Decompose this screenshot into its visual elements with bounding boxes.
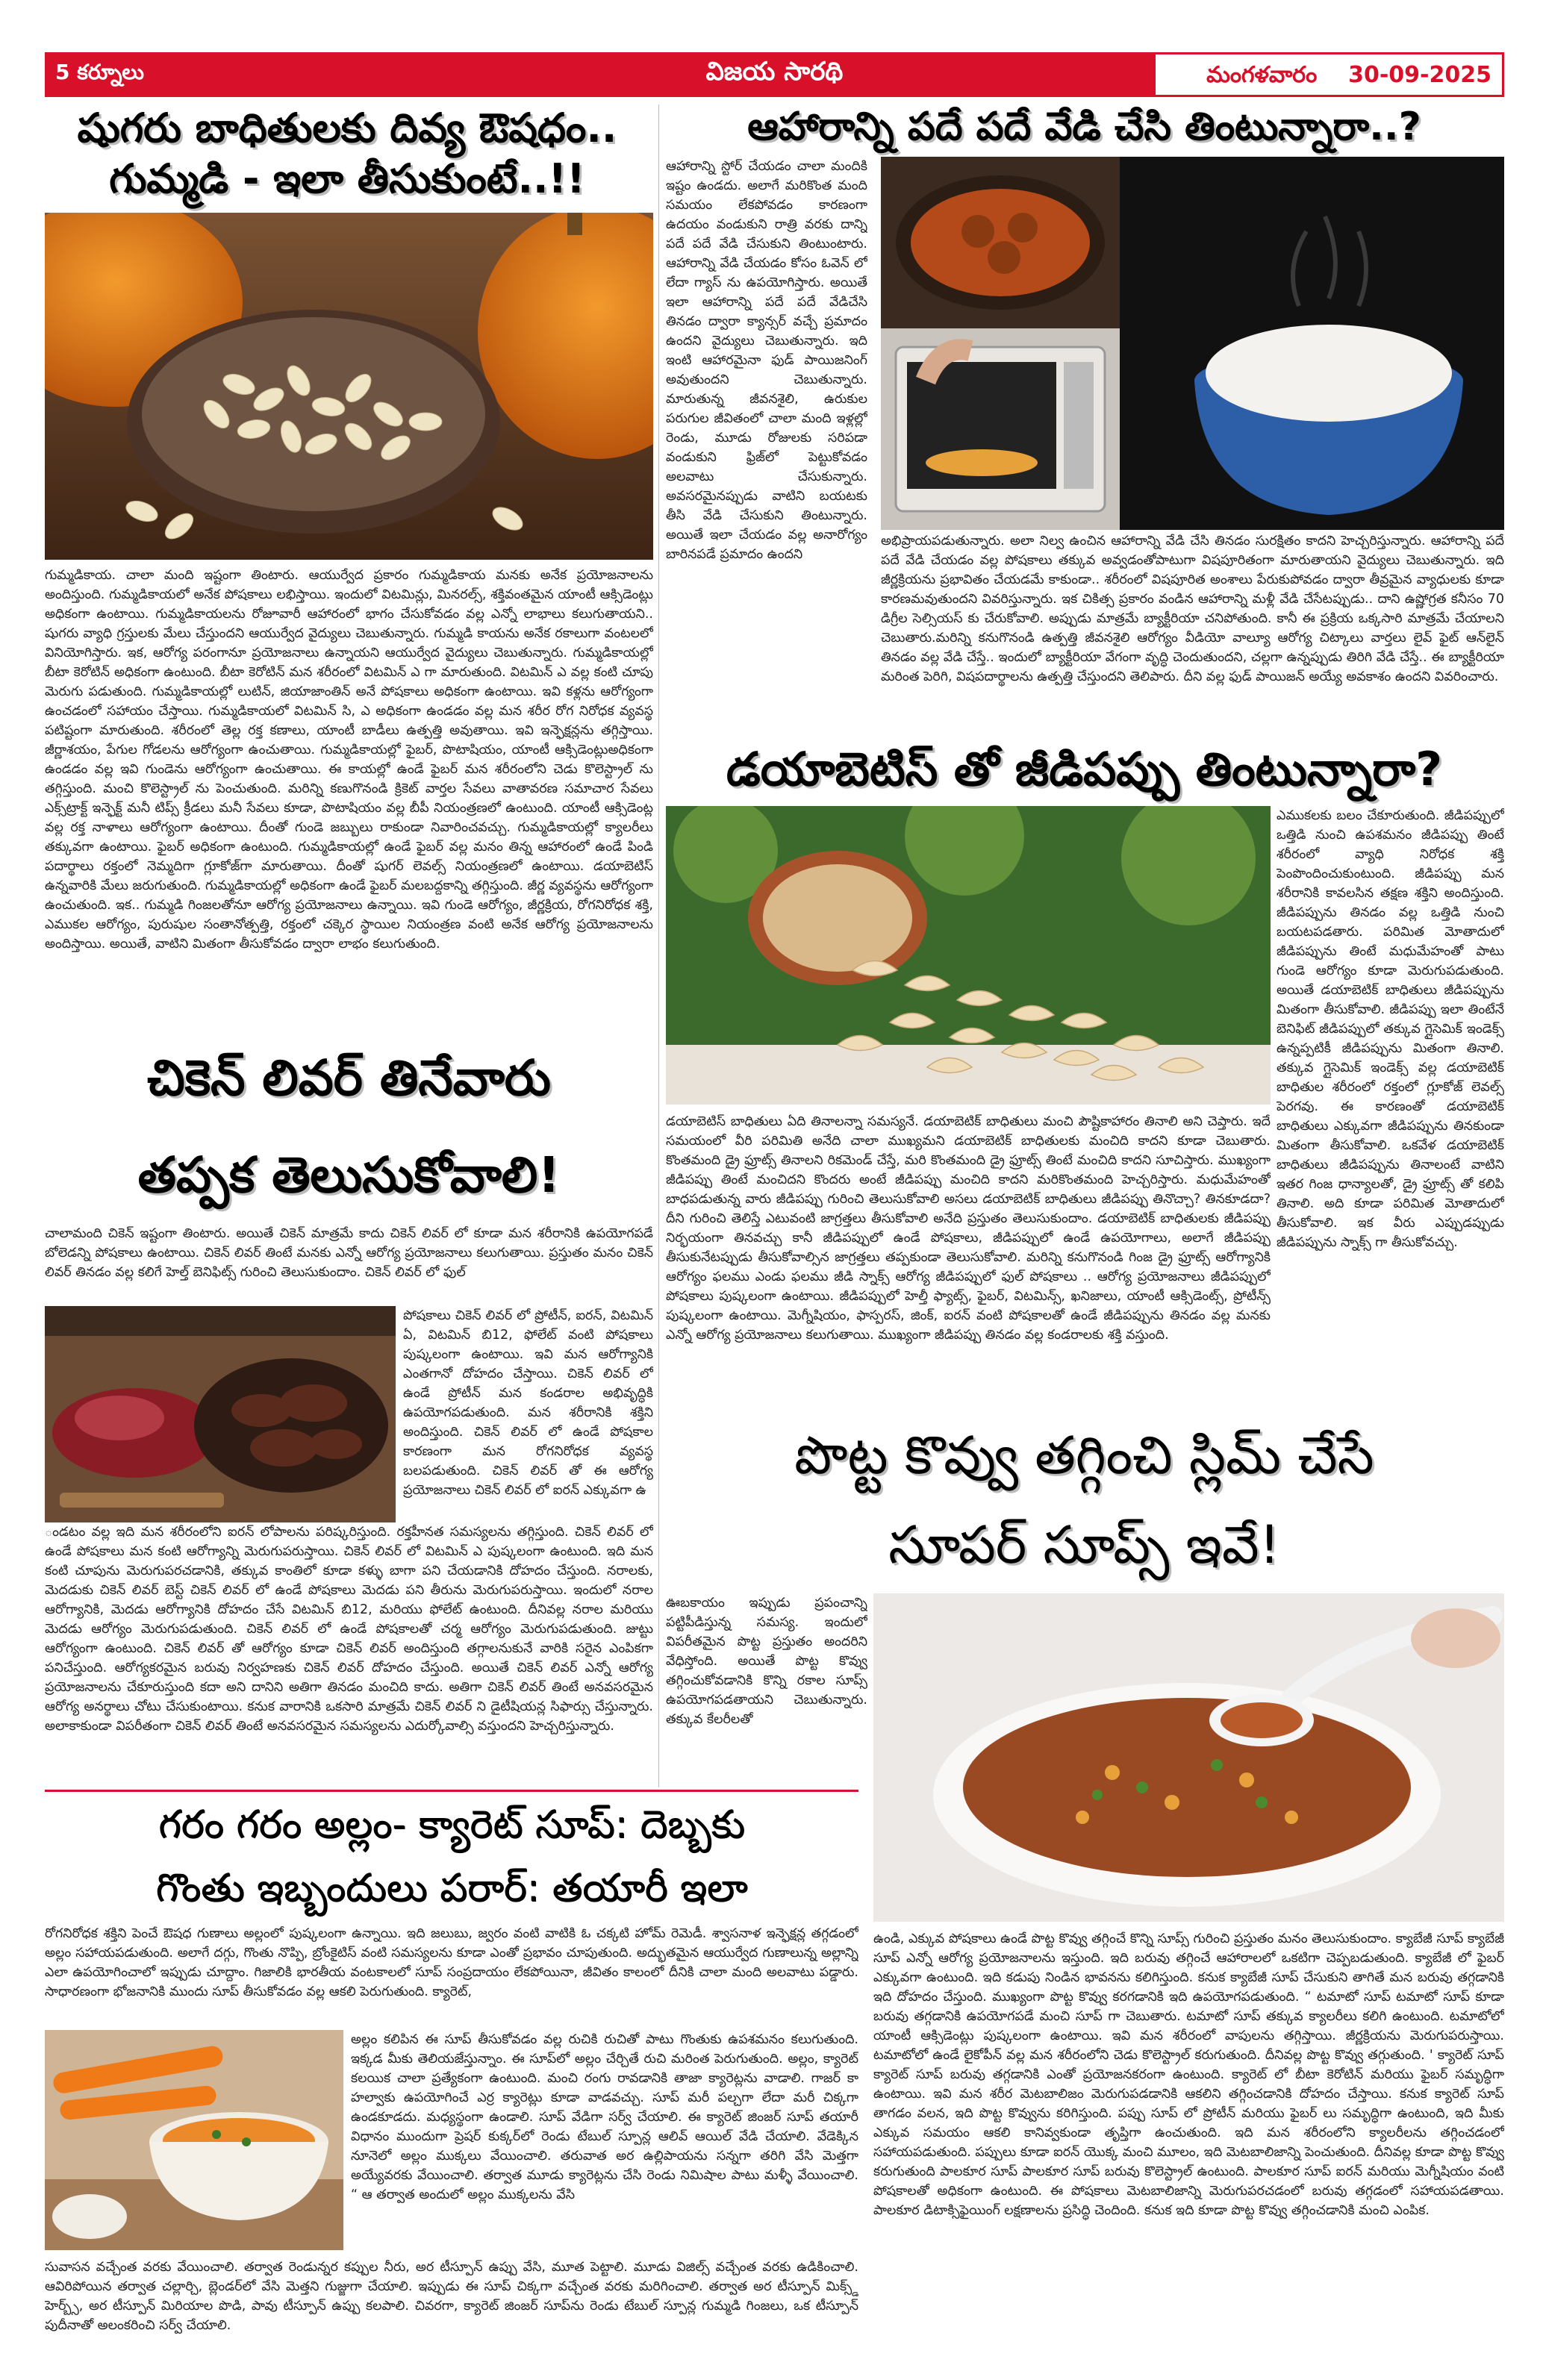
reheating-headline: ఆహారాన్ని పదే పదే వేడి చేసి తింటున్నారా..?	[747, 104, 1421, 149]
cashew-headline: డయాబెటిస్ తో జీడిపప్పు తింటున్నారా?	[726, 742, 1443, 796]
ginger-body-side: అల్లం కలిపిన ఈ సూప్ తీసుకోవడం వల్ల రుచికి రుచితో పాటు గొంతుకు ఉపశమనం కలుగుతుంది. ఇక్కడ మీకు తెలియజేస్తున్నాం. ఈ సూప్‌లో అల్లం చేర్చితే రుచి మరింత పెరుగుతుంది. అల్లం, క్యారెట్ కలయిక చాలా ప్రత్యేకంగా ఉంటుంది. మంచి రంగు రావడానికి తాజా క్యారెట్లను వాడాలి. గాజర్ కా హల్వాకు ఉపయోగించే ఎర్ర క్యారెట్లు కూడా వాడవచ్చు. సూప్ మరీ పల్చగా లేదా మరీ చిక్కగా ఉండకూడదు. మధ్యస్థంగా ఉండాలి. సూప్ వేడిగా సర్వ్ చేయాలి. ఈ క్యారెట్ జింజర్ సూప్ తయారీ విధానం ముందుగా ప్రెషర్ కుక్కర్‌లో రెండు టేబుల్ స్పూన్ల ఆలివ్ ఆయిల్ వేడి చేయాలి. వేడెక్కిన నూనెలో అల్లం ముక్కలు వేయించాలి. తరువాత అర ఉల్లిపాయను సన్నగా తరిగి వేసి మెత్తగా అయ్యేవరకు వేయించాలి. తర్వాత మూడు క్యారెట్లను చేసి రెండు నిమిషాల పాటు మళ్ళీ వేయించాలి. “ ఆ తర్వాత అందులో అల్లం ముక్కలను వేసి	[351, 2032, 858, 2202]
pumpkin-headline-line-1: షుగరు బాధితులకు దివ్య ఔషధం..	[77, 104, 617, 152]
soups-headline-line-1: పొట్ట కొవ్వు తగ్గించి స్లిమ్ చేసే	[794, 1425, 1374, 1486]
soups-body-column: ఊబకాయం ఇప్పుడు ప్రపంచాన్ని పట్టిపీడిస్తున్న సమస్య. ఇందులో విపరీతమైన పొట్ట ప్రస్తుతం అందరిని వేధిస్తోంది. అయితే పొట్ట కొవ్వు తగ్గించుకోవడానికి కొన్ని రకాల సూప్స్ ఉపయోగపడతాయని చెబుతున్నారు. తక్కువ కేలరీలతో	[666, 1596, 867, 1727]
masthead	[45, 52, 1504, 97]
ginger-body-bottom: సువాసన వచ్చేంత వరకు వేయించాలి. తర్వాత రెండున్నర కప్పుల నీరు, అర టీస్పూన్ ఉప్పు వేసి, మూత పెట్టాలి. మూడు విజిల్స్ వచ్చేంత వరకు ఉడికించాలి. ఆవిరిపోయిన తర్వాత చల్లార్చి, బ్లెండర్‌లో వేసి మెత్తని గుజ్జుగా చేయాలి. ఇప్పుడు ఈ సూప్ చిక్కగా వచ్చేంత వరకు మరిగించాలి. తర్వాత అర టీస్పూన్ మిక్స్డ్ హెర్బ్స్, అర టీస్పూన్ మిరియాల పొడి, పావు టీస్పూన్ ఉప్పు కలపాలి. చివరగా, క్యారెట్ జింజర్ సూప్‌ను రెండు టేబుల్ స్పూన్ల గుమ్మడి గింజలు, ఒక టీస్పూన్ పుదీనాతో అలంకరించి సర్వ్ చేయాలి.	[45, 2260, 858, 2333]
liver-headline-line-1: చికెన్ లివర్ తినేవారు	[147, 1049, 551, 1107]
date-label: 30-09-2025	[1348, 62, 1491, 88]
cashew-body-wide: డయాబెటిస్ బాధితులు ఏది తినాలన్నా సమస్యనే. డయాబెటిక్ బాధితులు మంచి పౌష్టికాహారం తినాలి అని చెప్తారు. ఇదే సమయంలో వీరి పరిమితి అనేది చాలా ముఖ్యమని డయాబెటిక్ బాధితులకు మంచిది కాదని కూడా చెబుతారు. కొంతమంది డ్రై ఫ్రూట్స్ తినాలని రికమెండ్ చేస్తే, మరి కొంతమంది డ్రై ఫ్రూట్స్ తింటే మంచిది కాదని సూచిస్తారు. ముఖ్యంగా జీడిపప్పు తింటే మంచిదని కొందరు అంటే జీడిపప్పు మంచిది కాదని మరికొంతమంది హెచ్చరిస్తారు. మధుమేహంతో బాధపడుతున్న వారు జీడిపప్పు గురించి తెలుసుకోవాలి అసలు డయాబెటిక్ బాధితులు జీడిపప్పు తినొచ్చా? తినకూడదా? దీని గురించి తెలిస్తే ఎటువంటి జాగ్రత్తలు తీసుకోవాలి అనేది ప్రస్తుతం తెలుసుకుందాం. డయాబెటిక్ బాధితులకు జీడిపప్పు నిర్భయంగా తినవచ్చు కానీ జీడిపప్పులో ఉండే పోషకాలు, జీడిపప్పులో ఉండే ఉపయోగాలు, అలాగే జీడిపప్పు తీసుకునేటప్పుడు తీసుకోవాల్సిన జాగ్రత్తలు తప్పకుండా తెలుసుకోవాలి. మరిన్ని కనుగొనండి గింజ డ్రై ఫ్రూట్స్ ఆరోగ్యానికి ఆరోగ్యం ఫలము ఎండు ఫలము జీడి స్నాక్స్ ఆరోగ్య జీడిపప్పులో ఫుల్ పోషకాలు .. ఆరోగ్య ప్రయోజనాలు జీడిపప్పులో పోషకాలు పుష్కలంగా ఉంటాయి. జీడిపప్పులో హెల్తీ ఫ్యాట్స్, ఫైబర్, విటమిన్స్, ఖనిజాలు, యాంటీ ఆక్సిడెంట్స్, ప్రోటీన్స్ పుష్కలంగా ఉంటాయి. మెగ్నీషియం, ఫాస్పరస్, జింక్, ఐరన్ వంటి పోషకాలతో ఉండే జీడిపప్పును తినడం వల్ల మనకు ఎన్నో ఆరోగ్య ప్రయోజనాలు కలుగుతాయి. ముఖ్యంగా జీడిపప్పు తినడం వల్ల కండరాలకు శక్తి వస్తుంది.	[666, 1114, 1271, 1343]
soup-bowl-image	[873, 1593, 1504, 1922]
cashew-image	[666, 806, 1271, 1105]
liver-headline-line-2: తప్పక తెలుసుకోవాలి!	[137, 1146, 561, 1204]
cashew-body-column: ఎముకలకు బలం చేకూరుతుంది. జీడిపప్పులో ఒత్తిడి నుంచి ఉపశమనం జీడిపప్పు తింటే శరీరంలో వ్యాధి నిరోధక శక్తి పెంపొందించుకుంటుంది. జీడిపప్పు మన శరీరానికి కావలసిన తక్షణ శక్తిని అందిస్తుంది. జీడిపప్పును తినడం వల్ల ఒత్తిడి నుంచి బయటపడతారు. పరిమిత మోతాదులో జీడిపప్పును తింటే మధుమేహంతో పాటు గుండె ఆరోగ్యం కూడా మెరుగుపడుతుంది. అయితే డయాబెటిక్ బాధితులు జీడిపప్పును మితంగా తీసుకోవాలి. జీడిపప్పు ఇలా తింటేనే బెనిఫిట్ జీడిపప్పులో తక్కువ గ్లైసెమిక్ ఇండెక్స్ ఉన్నప్పటికీ జీడిపప్పును మితంగా తినాలి. తక్కువ గ్లైసెమిక్ ఇండెక్స్ వల్ల డయాబెటిక్ బాధితుల శరీరంలో రక్తంలో గ్లూకోజ్ లెవల్స్ పెరగవు. ఈ కారణంతో డయాబెటిక్ బాధితులు ఎక్కువగా జీడిపప్పును తినకుండా మితంగా తీసుకోవాలి. ఒకవేళ డయాబెటిక్ బాధితులు జీడిపప్పును తినాలంటే వాటిని ఇతర గింజ ధాన్యాలతో, డ్రై ఫ్రూట్స్ తో కలిపి తినాలి. అది కూడా పరిమిత మోతాదులో తీసుకోవాలి. ఇక వీరు ఎప్పుడప్పుడు జీడిపప్పును స్నాక్స్ గా తీసుకోవచ్చు.	[1277, 808, 1504, 1250]
reheating-body-column: ఆహారాన్ని స్టోర్ చేయడం చాలా మందికి ఇష్టం ఉండదు. అలాగే మరికొంత మంది సమయం లేకపోవడం కారణంగా ఉదయం వండుకుని రాత్రి వరకు దాన్ని పదే పదే వేడి చేసుకుని తింటుంటారు. ఆహారాన్ని వేడి చేయడం కోసం ఓవెన్ లో లేదా గ్యాస్ ను ఉపయోగిస్తారు. అయితే ఇలా ఆహారాన్ని పదే పదే వేడిచేసి తినడం ద్వారా క్యాన్సర్ వచ్చే ప్రమాదం ఉందని వైద్యులు చెబుతున్నారు. ఇది ఇంటి ఆహారమైనా ఫుడ్ పాయిజనింగ్ అవుతుందని చెబుతున్నారు. మారుతున్న జీవనశైలి, ఉరుకుల పరుగుల జీవితంలో చాలా మంది ఇళ్లల్లో రెండు, మూడు రోజులకు సరిపడా వండుకుని ఫ్రిజ్‌లో పెట్టుకోవడం అలవాటు చేసుకున్నారు. అవసరమైనప్పుడు వాటిని బయటకు తీసి వేడి చేసుకుని తింటున్నారు. అయితే ఇలా చేయడం వల్ల అనారోగ్యం బారినపడే ప్రమాదం ఉందని	[666, 159, 867, 562]
liver-body-side: పోషకాలు చికెన్ లివర్ లో ప్రోటీన్, ఐరన్, విటమిన్ ఏ, విటమిన్ బి12, ఫోలేట్ వంటి పోషకాలు పుష్కలంగా ఉంటాయి. ఇవి మన ఆరోగ్యానికి ఎంతగానో దోహదం చేస్తాయి. చికెన్ లివర్ లో ఉండే ప్రోటీన్ మన కండరాల అభివృద్ధికి ఉపయోగపడుతుంది. మన శరీరానికి శక్తిని అందిస్తుంది. చికెన్ లివర్ లో ఉండే పోషకాల కారణంగా మన రోగనిరోధక వ్యవస్థ బలపడుతుంది. చికెన్ లివర్ తో ఈ ఆరోగ్య ప్రయోజనాలు చికెన్ లివర్ లో ఐరన్ ఎక్కువగా ఉ	[403, 1308, 653, 1498]
ginger-headline-line-1: గరం గరం అల్లం- క్యారెట్ సూప్: దెబ్బకు	[158, 1802, 745, 1847]
soups-body-wide: ఉండి, ఎక్కువ పోషకాలు ఉండే పొట్ట కొవ్వు తగ్గించే కొన్ని సూప్స్ గురించి ప్రస్తుతం మనం తెలుసుకుందాం. క్యాబేజీ సూప్ క్యాబేజీ సూప్ ఎన్నో ఆరోగ్య ప్రయోజనాలను ఇస్తుంది. ఇది బరువు తగ్గించే ఆహారాలలో ఒకటిగా చెప్పబడుతుంది. క్యాబేజీ లో ఫైబర్ ఎక్కువగా ఉంటుంది. ఇది కడుపు నిండిన భావనను కలిగిస్తుంది. కనుక క్యాబేజీ సూప్ చేసుకుని తాగితే మన బరువు తగ్గడానికి ఇది దోహదం చేస్తుంది. ముఖ్యంగా పొట్ట కొవ్వు కరగడానికి ఇది ఉపయోగపడుతుంది. “ టమాటో సూప్ టమాటో సూప్ కూడా బరువు తగ్గడానికి ఉపయోగపడే మంచి సూప్ గా చెబుతారు. టమాటో సూప్ తక్కువ క్యాలరీలు కలిగి ఉంటుంది. టమాటోలో యాంటీ ఆక్సిడెంట్లు పుష్కలంగా ఉంటాయి. ఇవి మన శరీరంలో వాపులను తగ్గిస్తాయి. జీర్ణక్రియను మెరుగుపరుస్తాయి. టమాటోలో ఉండే లైకోపీన్ వల్ల మన శరీరంలోని చెడు కొలెస్ట్రాల్ కరుగుతుంది. దీనివల్ల పొట్ట కొవ్వు తగ్గుతుంది. ' క్యారెట్ సూప్ క్యారెట్ సూప్ బరువు తగ్గడానికి ఎంతో ప్రయోజనకరంగా ఉంటుంది. క్యారెట్ లో బీటా కెరోటిన్ మరియు ఫైబర్ సమృద్ధిగా ఉంటాయి. ఇవి మన శరీర మెటబాలిజం మెరుగుపడడానికి ఆకలిని తగ్గించడానికి దోహదం చేస్తాయి. కనుక క్యారెట్ సూప్ తాగడం వలన, ఇది పొట్ట కొవ్వును కరిగిస్తుంది. పప్పు సూప్ లో ప్రోటీన్ మరియు ఫైబర్ లు సమృద్ధిగా ఉంటుంది, ఇది మీకు ఎక్కువ సమయం ఆకలి కానివ్వకుండా తృప్తిగా ఉంచుతుంది. ఇది మన శరీరంలోని క్యాలరీలను తగ్గించడంలో సహాయపడుతుంది. పప్పులు కూడా ఐరన్ యొక్క మంచి మూలం, ఇది మెటబాలిజాన్ని పెంచుతుంది. దీనివల్ల కూడా పొట్ట కొవ్వు కరుగుతుంది పాలకూర సూప్ పాలకూర సూప్ బరువు కొలెస్ట్రాల్ ఉంటుంది. పాలకూర సూప్ ఐరన్ మరియు మెగ్నీషియం వంటి పోషకాలతో అధికంగా ఉంటుంది. ఈ పోషకాలు మెటబాలిజాన్ని మెరుగుపరచడంలో బరువు తగ్గడంలో సహాయపడతాయి. పాలకూర డిటాక్సిఫైయింగ్ లక్షణాలను ప్రసిద్ధి చెందింది. కనుక ఇది కూడా పొట్ట కొవ్వు తగ్గించడానికి మంచి ఎంపిక.	[873, 1931, 1504, 2218]
chicken-liver-image	[45, 1306, 396, 1522]
date-box	[1153, 52, 1504, 97]
page-label: 5 కర్నూలు	[55, 60, 144, 84]
pumpkin-body: గుమ్మడికాయ. చాలా మంది ఇష్టంగా తింటారు. ఆయుర్వేద ప్రకారం గుమ్మడికాయ మనకు అనేక ప్రయోజనాలను అందిస్తుంది. గుమ్మడికాయలో అనేక పోషకాలు లభిస్తాయి. ఇందులో విటమిన్లు, మినరల్స్, శక్తివంతమైన యాంటీ ఆక్సిడెంట్లు అధికంగా ఉంటాయి. గుమ్మడికాయలను రోజూవారీ ఆహారంలో భాగం చేసుకోవడం వల్ల ఎన్నో లాభాలు కలుగుతాయని.. షుగరు వ్యాధి గ్రస్తులకు మేలు చేస్తుందని ఆయుర్వేద వైద్యులు చెబుతున్నారు. గుమ్మడి కాయను అనేక రకాలుగా వంటలలో వినియోగిస్తారు. ఇక, ఆరోగ్య పరంగానూ ప్రయోజనాలు ఉన్నాయని ఆయుర్వేద వైద్యులు చెబుతున్నారు. గుమ్మడికాయల్లో బీటా కెరోటిన్ అధికంగా ఉంటుంది. బీటా కెరోటిన్ మన శరీరంలో విటమిన్ ఎ గా మారుతుంది. విటమిన్ ఎ వల్ల కంటి చూపు మెరుగు పడుతుంది. గుమ్మడికాయల్లో లుటిన్, జియాజాంతిన్ అనే పోషకాలు అధికంగా ఉంటాయి. ఇవి కళ్లను ఆరోగ్యంగా ఉంచడంలో సహాయం చేస్తాయి. గుమ్మడికాయలో విటమిన్ సి, ఎ అధికంగా ఉండడం వల్ల మన శరీర రోగ నిరోధక వ్యవస్థ పటిష్టంగా మారుతుంది. శరీరంలో తెల్ల రక్త కణాలు, యాంటీ బాడీలు ఉత్పత్తి అవుతాయి. ఇవి ఇన్ఫెక్షన్లను తగ్గిస్తాయి. జీర్ణాశయం, పేగుల గోడలను ఆరోగ్యంగా ఉంచుతాయి. గుమ్మడికాయల్లో ఫైబర్, పొటాషియం, యాంటీ ఆక్సిడెంట్లుఅధికంగా ఉండడం వల్ల ఇవి గుండెను ఆరోగ్యంగా ఉంచుతాయి. ఈ కాయల్లో ఉండే ఫైబర్ మన శరీరంలోని చెడు కొలెస్ట్రాల్ ను తగ్గిస్తుంది. మంచి కొలెస్ట్రాల్ ను పెంచుతుంది. మరిన్ని కణుగొనండి క్రికెట్ వార్తల సేవలు వాతావరణ సమాచార సేవలు ఎక్స్‌ట్రాక్ట్ ఇన్ఫెక్ట్ మనీ టిప్స్ క్రీడలు మనీ సేవలు కూడా, పొటాషియం వల్ల బీపీ నియంత్రణలో ఉంటుంది. యాంటీ ఆక్సిడెంట్ల వల్ల రక్త నాళాలు ఆరోగ్యంగా ఉంటాయి. దీంతో గుండె జబ్బులు రాకుండా నివారించవచ్చు. గుమ్మడికాయల్లో క్యాలరీలు తక్కువగా ఉంటాయి. ఫైబర్ అధికంగా ఉంటుంది. గుమ్మడికాయల్లో ఉండే ఫైబర్ వల్ల మనం తిన్న ఆహారంలో ఉండే పిండి పదార్థాలు రక్తంలో నెమ్మదిగా గ్లూకోజ్‌గా మారుతాయి. దీంతో షుగర్ లెవల్స్ నియంత్రణలో ఉంటాయి. డయాబెటిస్ ఉన్నవారికి మేలు జరుగుతుంది. గుమ్మడికాయల్లో అధికంగా ఉండే ఫైబర్ మలబద్దకాన్ని తగ్గిస్తుంది. జీర్ణ వ్యవస్థను ఆరోగ్యంగా ఉంచుతుంది. ఇక.. గుమ్మడి గింజలతోనూ ఆరోగ్య ప్రయోజనాలు ఉన్నాయి. ఇవి గుండె ఆరోగ్యం, జీర్ణక్రియ, రోగనిరోధక శక్తి, ఎముకల ఆరోగ్యం, పురుషుల సంతానోత్పత్తి, రక్తంలో చక్కెర స్థాయిల నియంత్రణ వంటి అనేక ఆరోగ్య ప్రయోజనాలను అందిస్తాయి. అయితే, వాటిని మితంగా తీసుకోవడం ద్వారా లాభం కలుగుతుంది.	[45, 568, 653, 952]
ginger-body-top: రోగనిరోధక శక్తిని పెంచే ఔషధ గుణాలు అల్లంలో పుష్కలంగా ఉన్నాయి. ఇది జలుబు, జ్వరం వంటి వాటికి ఓ చక్కటి హోమ్ రెమెడీ. శ్వాసనాళ ఇన్ఫెక్షన్ల తగ్గడంలో అల్లం సహాయపడుతుంది. అలాగే దగ్గు, గొంతు నొప్పి, బ్రోంకైటిస్ వంటి సమస్యలను కూడా ఎంతో ప్రభావం చూపుతుంది. అద్భుతమైన ఆయుర్వేద గుణాలున్న అల్లాన్ని ఎలా ఉపయోగించాలో ఇప్పుడు చూద్దాం. గిజాలికి భారతీయ వంటకాలలో సూప్ సంప్రదాయం లేకపోయినా, జీవితం కాలంలో దీనికి చాలా మంది అలవాటు పడ్డారు. సాధారణంగా భోజనానికి ముందు సూప్ తీసుకోవడం వల్ల ఆకలి పెరుగుతుంది. క్యారెట్,	[45, 1926, 858, 1999]
soups-headline-line-2: సూపర్ సూప్స్ ఇవే!	[888, 1514, 1280, 1575]
pumpkin-headline-line-2: గుమ్మడి - ఇలా తీసుకుంటే..!!	[109, 154, 585, 202]
day-label: మంగళవారం	[1206, 62, 1318, 88]
ginger-headline-line-2: గొంతు ఇబ్బందులు పరార్: తయారీ ఇలా	[155, 1866, 748, 1911]
liver-body-top: చాలామంది చికెన్ ఇష్టంగా తింటారు. అయితే చికెన్ మాత్రమే కాదు చికెన్ లివర్ లో కూడా మన శరీరానికి ఉపయోగపడే బోలెడన్ని పోషకాలు ఉంటాయి. చికెన్ లివర్ తింటే మనకు ఎన్నో ఆరోగ్య ప్రయోజనాలు కలుగుతాయి. ప్రస్తుతం మనం చికెన్ లివర్ తినడం వల్ల కలిగే హెల్త్ బెనిఫిట్స్ గురించి తెలుసుకుందాం. చికెన్ లివర్ లో ఫుల్	[45, 1226, 653, 1280]
pumpkin-headline	[45, 103, 649, 204]
column-divider	[658, 104, 659, 1787]
paper-name: విజయ సారథి	[705, 57, 844, 87]
reheating-body-wide: అభిప్రాయపడుతున్నారు. అలా నిల్వ ఉంచిన ఆహారాన్ని వేడి చేసి తినడం సురక్షితం కాదని హెచ్చరిస్తున్నారు. ఆహారాన్ని పదే పదే వేడి చేయడం వల్ల పోషకాలు తక్కువ అవ్వడంతోపాటుగా విషపూరితంగా మారుతాయని వైద్యులు చెబుతున్నారు. ఇది జీర్ణక్రియను ప్రభావితం చేయడమే కాకుండా.. శరీరంలో విషపూరిత అంశాలు పేరుకుపోవడం ద్వారా తీవ్రమైన వ్యాధులకు కూడా కారణమవుతుందని వివరిస్తున్నారు. ఇక చికిత్స ప్రకారం వండిన ఆహారాన్ని మళ్లీ వేడి చేసేటప్పుడు.. దాని ఉష్ణోగ్రత కనీసం 70 డిగ్రీల సెల్సియస్ కు చేరుకోవాలి. అప్పుడు మాత్రమే బ్యాక్టీరియా చనిపోతుంది. కానీ ఈ ప్రక్రియ ఒక్కసారి మాత్రమే చేయాలని చెబుతారు.మరిన్ని కనుగొనండి ఉత్పత్తి జీవనశైలి ఆరోగ్యం వీడియో వాల్యూ ఆరోగ్య చిట్కాలు వార్తలు లైవ్ ఫైట్ ఆన్‌లైన్ తినడం వల్ల వేడి చేస్తే.. ఇందులో బ్యాక్టీరియా వేగంగా వృద్ధి చెందుతుందని, చల్లగా ఉన్నప్పుడు తిరిగి వేడి చేస్తే.. ఈ బ్యాక్టీరియా మరింత పెరిగి, విషపదార్థాలను ఉత్పత్తి చేస్తుందని తెలిపారు. దీని వల్ల ఫుడ్ పాయిజన్ అయ్యే అవకాశం ఉందని వివరించారు.	[881, 534, 1504, 684]
liver-body-bottom: ండటం వల్ల ఇది మన శరీరంలోని ఐరన్ లోపాలను పరిష్కరిస్తుంది. రక్తహీనత సమస్యలను తగ్గిస్తుంది. చికెన్ లివర్ లో ఉండే పోషకాలు మన కంటి ఆరోగ్యాన్ని మెరుగుపరుస్తాయి. చికెన్ లివర్ లో విటమిన్ ఎ పుష్కలంగా ఉంటుంది. ఇది మన కంటి చూపును మెరుగుపరచడానికి, తక్కువ కాంతిలో కూడా కళ్ళు బాగా పని చేయడానికి దోహదం చేస్తుంది. నరాలకు, మెదడుకు చికెన్ లివర్ బెస్ట్ చికెన్ లివర్ లో ఉండే పోషకాలు మెదడు పని తీరును మెరుగుపరుస్తాయి. ఇందులో నరాల ఆరోగ్యానికి, మెదడు ఆరోగ్యానికి దోహదం చేసే విటమిన్ బి12, మరియు ఫోలేట్ ఉంటుంది. దీనివల్ల నరాల మరియు మెదడు ఆరోగ్యం మెరుగుపడుతుంది. చికెన్ లివర్ లో ఉండే పోషకాలతో చర్మ ఆరోగ్యం మెరుగుపడుతుంది. జుట్టు ఆరోగ్యంగా ఉంటుంది. చికెన్ లివర్ తో ఆరోగ్యం కూడా చికెన్ లివర్ అందిస్తుంది తగ్గాలనుకునే వారికి సరైన ఎంపికగా పనిచేస్తుంది. ఆరోగ్యకరమైన బరువు నిర్వహణకు చికెన్ లివర్ దోహదం చేస్తుంది. అయితే చికెన్ లివర్ ఎన్నో ఆరోగ్య ప్రయోజనాలను చేకూరుస్తుంది కదా అని దానిని అతిగా తినడం మంచిది కాదు. అతిగా చికెన్ లివర్ తింటే అనవసరమైన ఆరోగ్య అనర్థాలు చోటు చేసుకుంటాయి. కనుక వారానికి ఒకసారి మాత్రమే చికెన్ లివర్ ని డైటీషియన్ల సిఫార్సు చేస్తున్నారు. అలాకాకుండా విపరీతంగా చికెన్ లివర్ తింటే అనవసరమైన సమస్యలను ఎదుర్కోవాల్సి వస్తుందని హెచ్చరిస్తున్నారు.	[45, 1525, 653, 1734]
carrot-soup-image	[45, 2030, 343, 2250]
pumpkin-seeds-image	[45, 213, 653, 560]
reheated-food-image	[881, 157, 1504, 530]
